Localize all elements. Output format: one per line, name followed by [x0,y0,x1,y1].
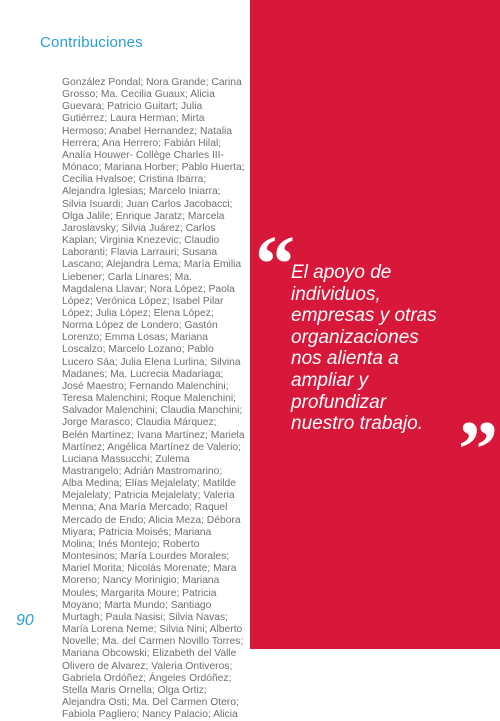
pull-quote-line: nuestro trabajo. [291,413,424,435]
pull-quote-line: organizaciones [291,326,419,348]
contributors-list: González Pondal; Nora Grande; Carina Grosso; Ma. Cecilia Guaux; Alicia Guevara; Patricio Guitart; Julia Gutiérrez; Laura Herman; Mirta Hermoso; Anabel Hernandez; Natalia Herrera; Ana Herrero; Fabián Hilal; Analía Houwer- Collège Charles III-Mónaco; Mariana Horber; Pablo Huerta; Cecilia Hvalsoe; Cristina Ibarra; Alejandra Iglesias; Marcelo Iniarra; Silvia Isuardi; Juan Carlos Jacobacci; Olga Jalile; Enrique Jaratz; Marcela Jaroslavsky; Silvia Juárez; Carlos Kaplan; Virginia Knezevic; Claudio Laboranti; Flavia Larrauri; Susana Lascano; Alejandra Lema; María Emilia Liebener; Carla Linares; Ma. Magdalena Llavar; Nora López; Paola López; Verónica López; Isabel Pilar López; Julia López; Elena López; Norma López de Londero; Gastón Lorenzo; Emma Losas; Mariana Loscalzo; Marcelo Lozano; Pablo Lucero Sáa; Julia Elena Lurlina; Silvina Madanes; Ma. Lucrecia Madariaga; José Maestro; Fernando Malenchini; Teresa Malenchini; Roque Malenchini; Salvador Malenchini; Claudia Manchini; Jorge Marasco; Claudia Márquez; Belén Martínez; Ivana Martínez; Mariela Martínez; Angélica Martínez de Valerio; Luciana Massucchi; Zulema Mastrangelo; Adrián Mastromarino; Alba Medina; Elías Mejalelaty; Matilde Mejalelaty; Patricia Mejalelaty; Valeria Menna; Ana María Mercado; Raquel Mercado de Endo; Alicia Meza; Débora Miyara; Patricia Moisés; Mariana Molina; Inés Montejo; Roberto Montesinos; María Lourdes Morales; Mariel Morita; Nicolás Morenate; Mara Moreno; Nancy Morinigio; Mariana Moules; Margarita Moure; Patricia Moyano; Marta Mundo; Santiago Murtagh; Paula Nasisi; Silvia Navas; María Lorena Neme; Silvia Nini; Alberto Novelle; Ma. del Carmen Novillo Torres; Mariana Obcowski; Elizabeth del Valle Olivero de Alvarez; Valeria Ontiveros; Gabriela Ordóñez; Ángeles Ordóñez; Stella Maris Ornella; Olga Ortiz; Alejandra Osti; Ma. Del Carmen Otero; Fabiola Pagliero; Nancy Palacio; Alicia [62,77,245,721]
pull-quote-line: ampliar y [291,369,369,391]
close-quote-mark: ” [458,406,498,494]
pull-quote-line: profundizar [291,391,387,413]
page-number: 90 [16,612,34,629]
pull-quote-line: empresas y otras [291,305,437,327]
open-quote-mark: “ [255,221,295,309]
pull-quote-line: El apoyo de [291,262,392,283]
section-title: Contribuciones [40,34,143,51]
pull-quote-line: individuos, [291,283,381,305]
pull-quote [291,262,481,435]
pull-quote-line: nos alienta a [291,348,399,370]
